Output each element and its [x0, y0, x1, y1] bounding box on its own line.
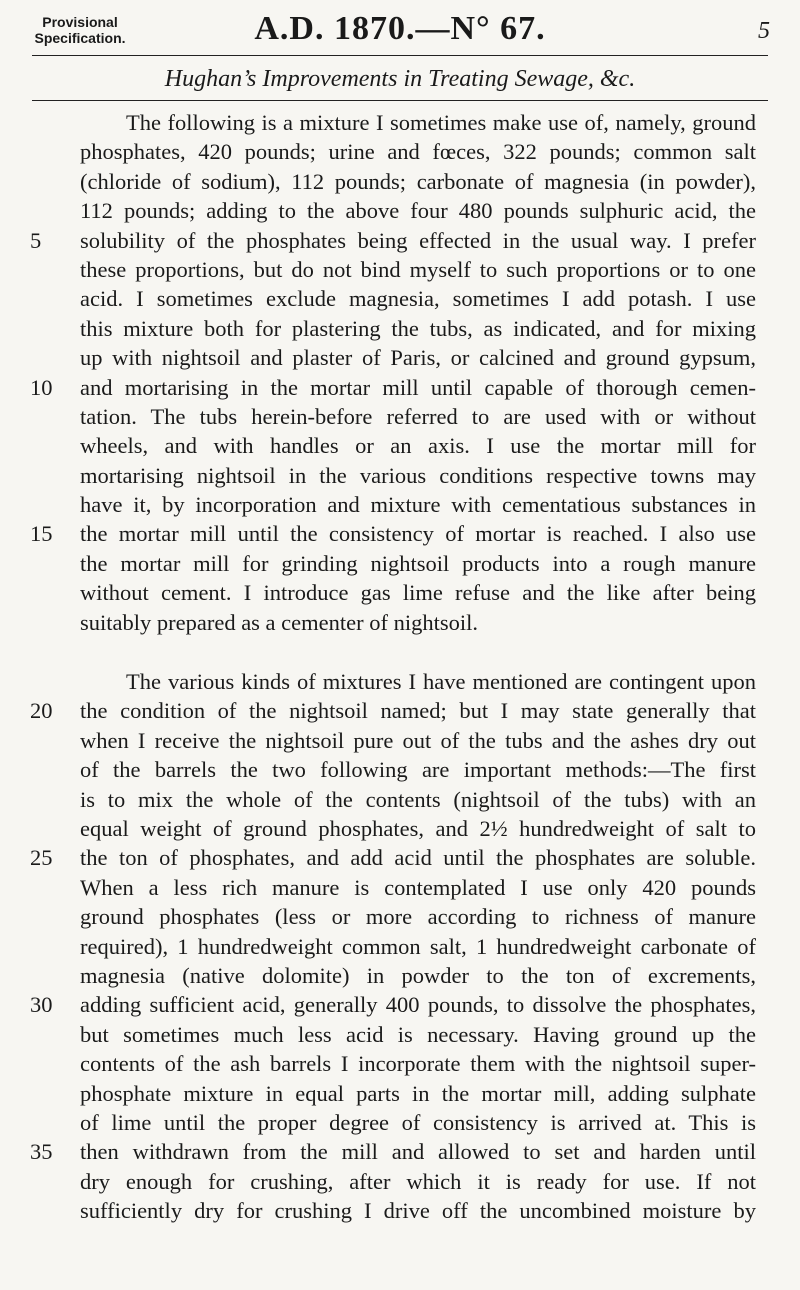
text-line — [0, 726, 800, 755]
page-header — [0, 0, 800, 120]
text-line — [0, 167, 800, 196]
text-line — [0, 608, 800, 637]
provisional-text: Provisional — [42, 14, 118, 30]
text-line — [0, 549, 800, 578]
text-line — [0, 226, 800, 255]
text-line — [0, 1108, 800, 1137]
text-line — [0, 1196, 800, 1225]
text-line — [0, 1079, 800, 1108]
line-text: (chloride of sodium), 112 pounds; carbonate of magnesia (in powder), — [80, 168, 756, 194]
line-text: but sometimes much less acid is necessary. Having ground up the — [80, 1021, 756, 1047]
document-body — [0, 108, 800, 1225]
line-text: When a less rich manure is contemplated I use only 420 pounds — [80, 874, 756, 900]
text-line — [0, 814, 800, 843]
line-text: dry enough for crushing, after which it is ready for use. If not — [80, 1168, 756, 1194]
text-line — [0, 873, 800, 902]
line-text: the mortar mill for grinding nightsoil products into a rough manure — [80, 550, 756, 576]
text-line — [0, 490, 800, 519]
line-text: is to mix the whole of the contents (nightsoil of the tubs) with an — [80, 786, 756, 812]
running-subtitle: Hughan’s Improvements in Treating Sewage, &c. — [164, 66, 636, 92]
line-number: 10 — [30, 374, 53, 400]
text-line — [0, 519, 800, 548]
line-number: 5 — [30, 227, 42, 253]
text-line — [0, 696, 800, 725]
line-number: 20 — [30, 698, 53, 724]
paragraph — [0, 108, 800, 637]
text-line — [0, 196, 800, 225]
text-line — [0, 578, 800, 607]
line-number: 15 — [30, 521, 53, 547]
line-text: suitably prepared as a cementer of nightsoil. — [80, 609, 478, 635]
line-text: have it, by incorporation and mixture with cementatious substances in — [80, 492, 756, 518]
line-text: without cement. I introduce gas lime refuse and the like after being — [80, 580, 756, 606]
line-text: this mixture both for plastering the tubs, as indicated, and for mixing — [80, 315, 756, 341]
header-rule-top — [32, 55, 768, 56]
line-text: the ton of phosphates, and add acid until the phosphates are soluble. — [80, 845, 756, 871]
line-text: phosphates, 420 pounds; urine and fœces, 322 pounds; common salt — [80, 139, 756, 165]
text-line — [0, 314, 800, 343]
text-line — [0, 1020, 800, 1049]
page-number: 5 — [758, 18, 770, 44]
header-rule-bottom — [32, 100, 768, 101]
specification-text: Specification. — [34, 30, 126, 46]
line-text: required), 1 hundredweight common salt, 1 hundredweight carbonate of — [80, 933, 756, 959]
text-line — [0, 284, 800, 313]
text-line — [0, 431, 800, 460]
line-text: The following is a mixture I sometimes make use of, namely, ground — [126, 110, 756, 135]
line-text: of the barrels the two following are important methods:—The first — [80, 757, 756, 783]
line-text: then withdrawn from the mill and allowed to set and harden until — [80, 1139, 756, 1165]
text-line — [0, 932, 800, 961]
text-line — [0, 1137, 800, 1166]
line-number: 25 — [30, 845, 53, 871]
line-number: 30 — [30, 992, 53, 1018]
line-text: these proportions, but do not bind myself to such proportions or to one — [80, 256, 756, 282]
text-line — [0, 1167, 800, 1196]
text-line — [0, 137, 800, 166]
line-text: solubility of the phosphates being effected in the usual way. I prefer — [80, 227, 756, 253]
line-text: of lime until the proper degree of consistency is arrived at. This is — [80, 1109, 756, 1135]
paragraph — [0, 667, 800, 1225]
line-text: adding sufficient acid, generally 400 pounds, to dissolve the phosphates, — [80, 992, 756, 1018]
text-line — [0, 255, 800, 284]
line-text: phosphate mixture in equal parts in the mortar mill, adding sulphate — [80, 1080, 756, 1106]
line-text: the mortar mill until the consistency of mortar is reached. I also use — [80, 521, 756, 547]
text-line — [0, 902, 800, 931]
text-line — [0, 1049, 800, 1078]
line-text: and mortarising in the mortar mill until capable of thorough cemen- — [80, 374, 756, 400]
text-line — [0, 961, 800, 990]
line-text: the condition of the nightsoil named; but I may state generally that — [80, 698, 756, 724]
page-title: A.D. 1870.—N° 67. — [254, 10, 546, 47]
line-text: magnesia (native dolomite) in powder to the ton of excrements, — [80, 962, 756, 988]
line-text: ground phosphates (less or more according to richness of manure — [80, 904, 756, 930]
text-line — [0, 990, 800, 1019]
line-text: mortarising nightsoil in the various conditions respective towns may — [80, 462, 756, 488]
text-line — [0, 785, 800, 814]
text-line — [0, 108, 800, 137]
line-text: The various kinds of mixtures I have mentioned are contingent upon — [126, 669, 756, 695]
line-text: 112 pounds; adding to the above four 480 pounds sulphuric acid, the — [80, 198, 756, 224]
text-line — [0, 343, 800, 372]
paragraph-gap — [0, 637, 800, 667]
line-text: acid. I sometimes exclude magnesia, sometimes I add potash. I use — [80, 286, 756, 312]
line-text: wheels, and with handles or an axis. I use the mortar mill for — [80, 433, 756, 459]
line-text: sufficiently dry for crushing I drive off the uncombined moisture by — [80, 1198, 756, 1224]
text-line — [0, 373, 800, 402]
text-line — [0, 461, 800, 490]
text-line — [0, 667, 800, 696]
line-text: tation. The tubs herein-before referred to are used with or without — [80, 403, 756, 429]
text-line — [0, 755, 800, 784]
line-text: when I receive the nightsoil pure out of the tubs and the ashes dry out — [80, 727, 756, 753]
line-text: contents of the ash barrels I incorporate them with the nightsoil super- — [80, 1051, 756, 1077]
line-number: 35 — [30, 1139, 53, 1165]
text-line — [0, 402, 800, 431]
text-line — [0, 843, 800, 872]
line-text: up with nightsoil and plaster of Paris, or calcined and ground gypsum, — [80, 345, 756, 371]
line-text: equal weight of ground phosphates, and 2½ hundredweight of salt to — [80, 815, 756, 841]
